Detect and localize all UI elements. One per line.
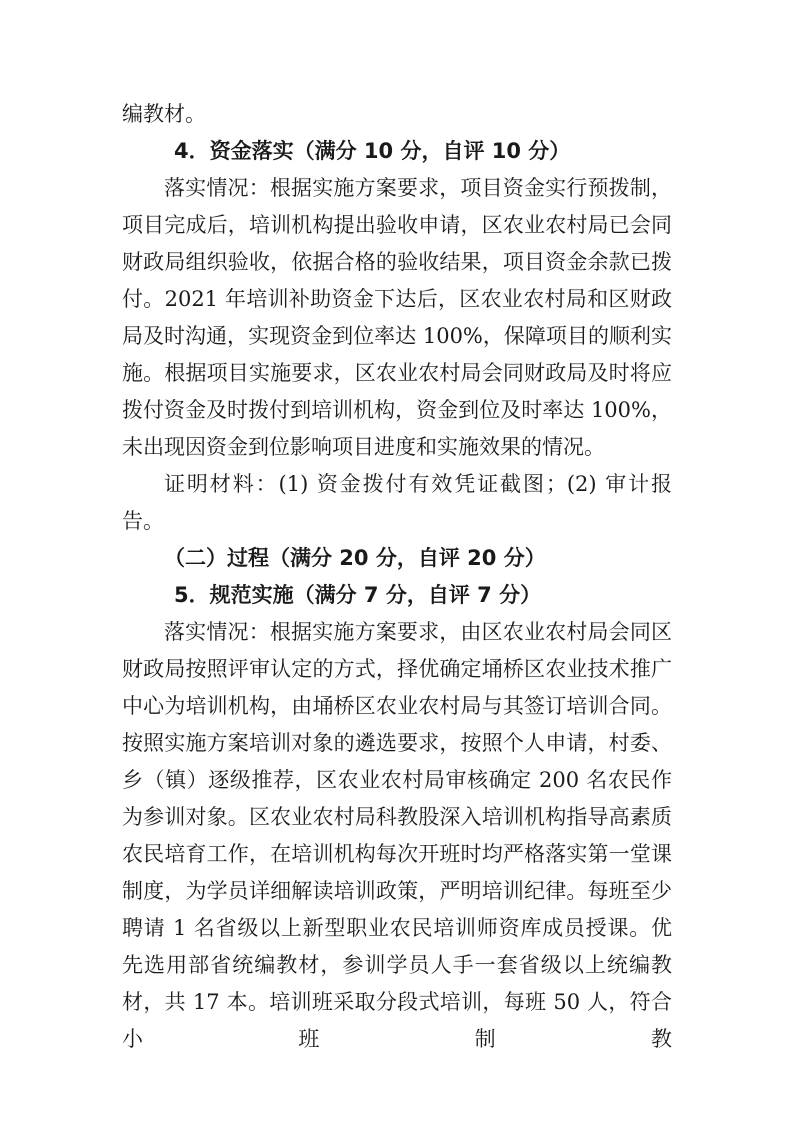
part-2-heading: （二）过程（满分 20 分，自评 20 分） xyxy=(164,546,546,570)
carryover-text: 编教材。 xyxy=(122,102,206,126)
section-4-evidence: 证明材料：(1) 资金拨付有效凭证截图；(2) 审计报告。 xyxy=(122,472,672,533)
section-5-paragraph: 落实情况：根据实施方案要求，由区农业农村局会同区财政局按照评审认定的方式，择优确定埇桥区农业技术推广中心为培训机构，由埇桥区农业农村局与其签订培训合同。按照实施方案培训对象的遴选要求，按照个人申请，村委、乡（镇）逐级推荐，区农业农村局审核确定 200 名农民作为参训对象。区农业农村局科教股深入培训机构指导高素质农民培育工作，在培训机构每次开班时均严格落实第一堂课制度，为学员详细解读培训政策，严明培训纪律。每班至少聘请 1 名省级以上新型职业农民培训师资库成员授课。优先选用部省统编教材，参训学员人手一套省级以上统编教材，共 17 本。培训班采取分段式培训，每班 50 人，符合小班制教 xyxy=(122,620,672,1051)
section-4-paragraph: 落实情况：根据实施方案要求，项目资金实行预拨制，项目完成后，培训机构提出验收申请，区农业农村局已会同财政局组织验收，依据合格的验收结果，项目资金余款已拨付。2021 年培训补助资金下达后，区农业农村局和区财政局及时沟通，实现资金到位率达 100%，保障项目的顺利实施。根据项目实施要求，区农业农村局会同财政局及时将应拨付资金及时拨付到培训机构，资金到位及时率达 100%，未出现因资金到位影响项目进度和实施效果的情况。 xyxy=(122,176,672,459)
section-4-heading: 4．资金落实（满分 10 分，自评 10 分） xyxy=(174,139,571,163)
document-body xyxy=(122,96,672,1058)
section-5-heading: 5．规范实施（满分 7 分，自评 7 分） xyxy=(174,583,542,607)
